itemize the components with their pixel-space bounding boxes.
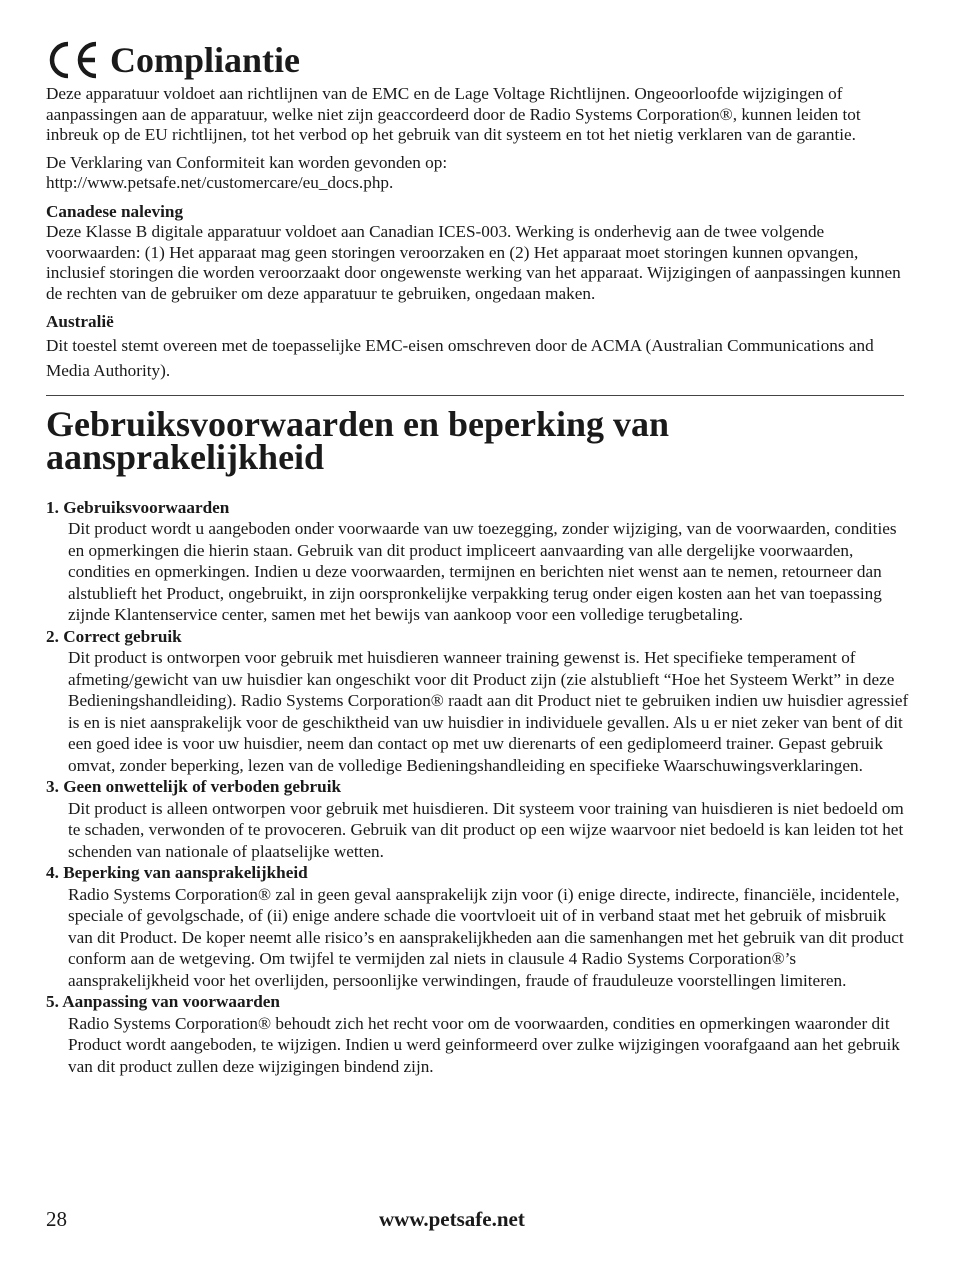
- page-footer: [46, 1207, 910, 1233]
- terms-item-title: 3. Geen onwettelijk of verboden gebruik: [46, 777, 342, 796]
- terms-item: [46, 992, 910, 1077]
- terms-item: [46, 777, 910, 862]
- canada-text: Deze Klasse B digitale apparatuur voldoet aan Canadian ICES-003. Werking is onderhevig aan de twee volgende voorwaarden: (1) Het apparaat mag geen storingen veroorzaken en (2) Het apparaat moet storingen kunnen opvangen, inclusief storingen die worden veroorzaakt door ongewenste werking van het apparaat. Wijzigingen of aanpassingen kunnen de rechten van de gebruiker om deze apparatuur te gebruiken, ongedaan maken.: [46, 222, 901, 303]
- website-link[interactable]: www.petsafe.net: [379, 1207, 525, 1231]
- terms-item-text: Dit product is ontworpen voor gebruik met huisdieren wanneer training gewenst is. Het specifieke temperament of afmeting/gewicht van uw huisdier kan ongeschikt voor dit Product zijn (zie alstublieft “Hoe het Systeem Werkt” in deze Bedieningshandleiding). Radio Systems Corporation® raadt aan dit Product niet te gebruiken indien uw huisdier agressief is en is niet aansprakelijk voor de geschiktheid van uw huisdier in individuele gevallen. Als u er niet zeker van bent of dit een goed idee is voor uw huisdier, neem dan contact op met uw dierenarts of een gediplomeerd trainer. Gepast gebruik omvat, zonder beperking, lezen van de volledige Bedieningshandleiding en specifieke Waarschuwingsverklaringen.: [68, 648, 909, 775]
- section-divider: [46, 395, 904, 396]
- terms-item-text: Radio Systems Corporation® zal in geen geval aansprakelijk zijn voor (i) enige directe, indirecte, financiële, incidentele, speciale of gevolgschade, of (ii) enige andere schade die voortvloeit uit of in verband staat met het gebruik of misbruik van dit Product. De koper neemt alle risico’s en aansprakelijkheden aan die samenhangen met het gebruik van dit product conform aan de wetgeving. Om twijfel te vermijden zal niets in clausule 4 Radio Systems Corporation®’s aansprakelijkheid voor het overlijden, persoonlijke verwindingen, fraude of frauduleuze voorstellingen limiteren.: [68, 884, 904, 990]
- australia-text: Dit toestel stemt overeen met de toepasselijke EMC-eisen omschreven door de ACMA (Australian Communications and Media Authority).: [46, 335, 874, 380]
- compliance-heading: [46, 36, 910, 84]
- terms-item-text: Dit product is alleen ontworpen voor gebruik met huisdieren. Dit systeem voor training van huisdieren is niet bedoeld om te schaden, verwonden of te provoceren. Gebruik van dit product op een wijze waarvoor niet bedoeld is kan leiden tot het schenden van nationale of plaatselijke wetten.: [68, 798, 904, 861]
- terms-item-text: Radio Systems Corporation® behoudt zich het recht voor om de voorwaarden, condities en opmerkingen waaronder dit Product wordt aangeboden, te wijzigen. Indien u werd geinformeerd over zulke wijzigingen voorafgaand aan het gebruik van dit product zullen deze wijzigingen bindend zijn.: [68, 1013, 900, 1076]
- terms-title-line2: aansprakelijkheid: [46, 436, 325, 477]
- terms-item: [46, 498, 910, 626]
- terms-item: [46, 863, 910, 991]
- australia-heading: Australië: [46, 312, 114, 331]
- ce-mark-icon: [46, 40, 100, 80]
- terms-item-text: Dit product wordt u aangeboden onder voorwaarde van uw toezegging, zonder wijziging, van de voorwaarden, condities en opmerkingen die hierin staan. Gebruik van dit product impliceert aanvaarding van alle dergelijke voorwaarden, condities en opmerkingen. Indien u deze voorwaarden, termijnen en berichten niet wenst aan te nemen, retourneer dan alstublieft het Product, ongebruikt, in zijn oorspronkelijke verpakking terug onder eigen kosten aan het van toepassing zijnde Klantenservice center, samen met het bewijs van aankoop voor een volledige terugbetaling.: [68, 519, 897, 624]
- declaration-url: http://www.petsafe.net/customercare/eu_docs.php.: [46, 173, 394, 192]
- compliance-intro: Deze apparatuur voldoet aan richtlijnen van de EMC en de Lage Voltage Richtlijnen. Ongeoorloofde wijzigingen of aanpassingen aan de apparatuur, welke niet zijn geaccordeerd door de Radio Systems Corporation®, kunnen leiden tot inbreuk op de EU richtlijnen, tot het verbod op het gebruik van dit systeem en tot het nietig verklaren van de garantie.: [46, 84, 861, 144]
- compliance-title: Compliantie: [110, 40, 301, 80]
- terms-list: [46, 498, 910, 1078]
- page-number: 28: [46, 1207, 67, 1231]
- terms-item-title: 4. Beperking van aansprakelijkheid: [46, 863, 308, 882]
- canada-heading: Canadese naleving: [46, 201, 184, 221]
- declaration-text: De Verklaring van Conformiteit kan worden gevonden op:: [46, 152, 448, 172]
- terms-item-title: 2. Correct gebruik: [46, 626, 182, 646]
- terms-item: [46, 627, 910, 777]
- terms-item-title: 5. Aanpassing van voorwaarden: [46, 992, 280, 1011]
- page-content: [46, 36, 910, 1077]
- terms-title-line1: Gebruiksvoorwaarden en beperking van: [46, 403, 670, 444]
- terms-item-title: 1. Gebruiksvoorwaarden: [46, 497, 230, 517]
- terms-heading: [46, 403, 910, 477]
